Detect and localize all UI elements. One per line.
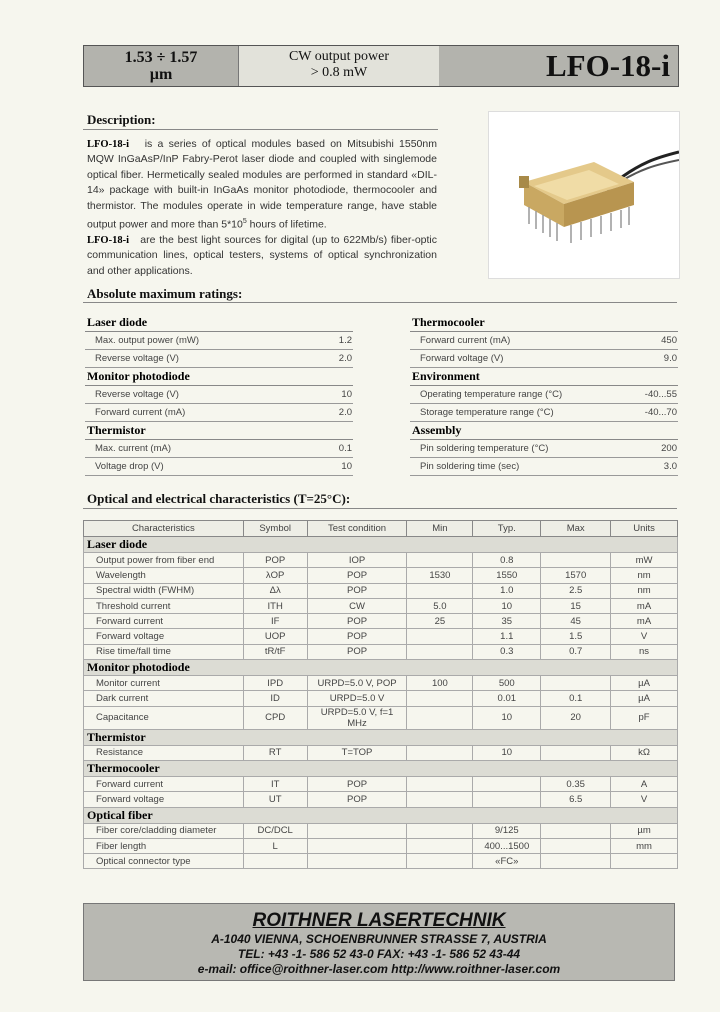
- table-cell: [243, 854, 307, 869]
- table-group-title: Thermistor: [84, 729, 678, 745]
- table-cell: «FC»: [473, 854, 541, 869]
- company-contact[interactable]: e-mail: office@roithner-laser.com http://www.roithner-laser.com: [197, 962, 561, 976]
- table-cell: [407, 583, 473, 598]
- table-cell: Fiber length: [84, 838, 244, 853]
- ratings-left-table: [85, 314, 353, 476]
- table-cell: CPD: [243, 706, 307, 729]
- table-cell: [473, 792, 541, 807]
- table-cell: 25: [407, 614, 473, 629]
- table-cell: [307, 823, 407, 838]
- table-group-row: [84, 807, 678, 823]
- table-cell: mW: [611, 553, 678, 568]
- table-cell: Wavelength: [84, 568, 244, 583]
- ratings-row: [85, 404, 353, 422]
- ratings-group-title: Assembly: [410, 422, 678, 440]
- table-cell: [541, 854, 611, 869]
- table-cell: Rise time/fall time: [84, 644, 244, 659]
- ratings-value: -40...70: [644, 407, 677, 418]
- ratings-row: [410, 386, 678, 404]
- table-row: [84, 745, 678, 760]
- table-group-row: [84, 729, 678, 745]
- table-cell: Optical connector type: [84, 854, 244, 869]
- table-cell: [541, 838, 611, 853]
- optical-rule: [83, 508, 677, 509]
- table-row: [84, 776, 678, 791]
- ratings-param: Max. output power (mW): [95, 335, 199, 346]
- table-cell: [407, 706, 473, 729]
- table-cell: 0.1: [541, 691, 611, 706]
- ratings-param: Voltage drop (V): [95, 461, 164, 472]
- table-cell: [407, 838, 473, 853]
- table-group-row: [84, 537, 678, 553]
- table-cell: POP: [307, 792, 407, 807]
- table-cell: V: [611, 792, 678, 807]
- table-cell: 1.0: [473, 583, 541, 598]
- table-cell: 1530: [407, 568, 473, 583]
- ratings-value: 10: [341, 389, 352, 400]
- table-group-row: [84, 660, 678, 676]
- ratings-row: [85, 386, 353, 404]
- description-p1-sup: 5: [242, 218, 247, 226]
- table-cell: 5.0: [407, 598, 473, 613]
- table-cell: RT: [243, 745, 307, 760]
- table-cell: [407, 854, 473, 869]
- optical-table-header: [84, 521, 678, 537]
- table-cell: 15: [541, 598, 611, 613]
- table-cell: [307, 838, 407, 853]
- table-cell: 1550: [473, 568, 541, 583]
- table-cell: nm: [611, 583, 678, 598]
- table-cell: IPD: [243, 676, 307, 691]
- ratings-value: 2.0: [338, 353, 352, 364]
- table-cell: 1570: [541, 568, 611, 583]
- ratings-row: [410, 440, 678, 458]
- table-cell: mA: [611, 614, 678, 629]
- column-header: Max: [541, 521, 611, 537]
- column-header: Min: [407, 521, 473, 537]
- table-cell: 0.7: [541, 644, 611, 659]
- table-row: [84, 706, 678, 729]
- table-row: [84, 598, 678, 613]
- table-row: [84, 838, 678, 853]
- ratings-value: 3.0: [663, 461, 677, 472]
- table-group-title: Optical fiber: [84, 807, 678, 823]
- table-cell: POP: [307, 644, 407, 659]
- table-cell: IT: [243, 776, 307, 791]
- table-cell: 10: [473, 598, 541, 613]
- table-cell: 100: [407, 676, 473, 691]
- ratings-row: [410, 458, 678, 476]
- table-cell: [407, 691, 473, 706]
- table-cell: ITH: [243, 598, 307, 613]
- table-cell: Forward voltage: [84, 629, 244, 644]
- table-cell: 6.5: [541, 792, 611, 807]
- ratings-param: Reverse voltage (V): [95, 389, 179, 400]
- table-cell: [407, 745, 473, 760]
- table-cell: UT: [243, 792, 307, 807]
- description-p2: are the best light sources for digital (up to 622Mb/s) fiber-optic communication lines, optical testers, systems of optical synchronization and other applications.: [87, 233, 437, 277]
- table-cell: ID: [243, 691, 307, 706]
- table-cell: Spectral width (FWHM): [84, 583, 244, 598]
- ratings-row: [85, 350, 353, 368]
- column-header: Typ.: [473, 521, 541, 537]
- ratings-right-table: [410, 314, 678, 476]
- ratings-rule: [83, 302, 677, 303]
- table-cell: [541, 676, 611, 691]
- table-group-row: [84, 760, 678, 776]
- table-cell: POP: [307, 629, 407, 644]
- ratings-param: Forward current (mA): [420, 335, 511, 346]
- column-header: Characteristics: [84, 521, 244, 537]
- table-cell: [541, 823, 611, 838]
- table-cell: UOP: [243, 629, 307, 644]
- table-cell: [407, 823, 473, 838]
- table-group-title: Thermocooler: [84, 760, 678, 776]
- table-row: [84, 629, 678, 644]
- table-cell: 2.5: [541, 583, 611, 598]
- description-text: [87, 137, 437, 279]
- ratings-title: Absolute maximum ratings:: [87, 286, 243, 301]
- table-row: [84, 854, 678, 869]
- table-cell: [541, 553, 611, 568]
- optical-characteristics-table: [83, 520, 678, 869]
- table-cell: kΩ: [611, 745, 678, 760]
- table-cell: Dark current: [84, 691, 244, 706]
- power-cell: [239, 46, 439, 86]
- description-model-1: LFO-18-i: [87, 139, 129, 150]
- table-cell: 45: [541, 614, 611, 629]
- ratings-value: 0.1: [338, 443, 352, 454]
- table-cell: URPD=5.0 V: [307, 691, 407, 706]
- ratings-group-title: Environment: [410, 368, 678, 386]
- ratings-value: 10: [341, 461, 352, 472]
- table-cell: λOP: [243, 568, 307, 583]
- column-header: Symbol: [243, 521, 307, 537]
- table-cell: 0.3: [473, 644, 541, 659]
- table-cell: nm: [611, 568, 678, 583]
- company-address: A-1040 VIENNA, SCHOENBRUNNER STRASSE 7, AUSTRIA: [211, 932, 547, 946]
- table-cell: Forward current: [84, 614, 244, 629]
- table-cell: ns: [611, 644, 678, 659]
- wavelength-range: 1.53 ÷ 1.57: [124, 49, 198, 66]
- table-cell: Forward voltage: [84, 792, 244, 807]
- table-row: [84, 553, 678, 568]
- ratings-group-title: Laser diode: [85, 314, 353, 332]
- wavelength-cell: [84, 46, 239, 86]
- table-cell: [407, 629, 473, 644]
- table-cell: DC/DCL: [243, 823, 307, 838]
- column-header: Test condition: [307, 521, 407, 537]
- ratings-value: 2.0: [338, 407, 352, 418]
- description-p1b: hours of lifetime.: [246, 218, 327, 231]
- wavelength-unit: µm: [149, 66, 173, 83]
- header-bar: [83, 45, 679, 87]
- ratings-value: 200: [661, 443, 677, 454]
- table-row: [84, 676, 678, 691]
- ratings-row: [85, 440, 353, 458]
- table-cell: [307, 854, 407, 869]
- table-cell: A: [611, 776, 678, 791]
- table-cell: V: [611, 629, 678, 644]
- table-cell: [473, 776, 541, 791]
- product-photo: [488, 111, 680, 279]
- table-row: [84, 823, 678, 838]
- table-cell: 0.8: [473, 553, 541, 568]
- ratings-group-title: Thermistor: [85, 422, 353, 440]
- table-cell: Δλ: [243, 583, 307, 598]
- column-header: Units: [611, 521, 678, 537]
- ratings-value: 9.0: [663, 353, 677, 364]
- table-cell: tR/tF: [243, 644, 307, 659]
- ratings-param: Forward voltage (V): [420, 353, 504, 364]
- table-cell: [541, 745, 611, 760]
- description-p1a: is a series of optical modules based on Mitsubishi 1550nm MQW InGaAsP/InP Fabry-Perot laser diode and coupled with singlemode optical fiber. Hermetically sealed modules are performed in standard «DIL-14» package with built-in InGaAs monitor photodiode, thermocooler and thermistor. The modules operate in wide temperature range, have stable output power and more than 5*10: [87, 138, 437, 231]
- model-title: LFO-18-i: [546, 48, 670, 83]
- table-group-title: Laser diode: [84, 537, 678, 553]
- ratings-param: Storage temperature range (°C): [420, 407, 554, 418]
- ratings-row: [410, 332, 678, 350]
- table-row: [84, 583, 678, 598]
- table-cell: T=TOP: [307, 745, 407, 760]
- table-cell: [611, 854, 678, 869]
- table-cell: pF: [611, 706, 678, 729]
- table-cell: Resistance: [84, 745, 244, 760]
- ratings-param: Pin soldering temperature (°C): [420, 443, 549, 454]
- table-cell: URPD=5.0 V, f=1 MHz: [307, 706, 407, 729]
- ratings-param: Reverse voltage (V): [95, 353, 179, 364]
- table-cell: POP: [243, 553, 307, 568]
- ratings-param: Pin soldering time (sec): [420, 461, 520, 472]
- table-cell: 9/125: [473, 823, 541, 838]
- table-cell: mm: [611, 838, 678, 853]
- laser-module-image: [489, 112, 679, 278]
- ratings-param: Forward current (mA): [95, 407, 186, 418]
- description-rule: [83, 129, 438, 130]
- table-cell: IF: [243, 614, 307, 629]
- table-group-title: Monitor photodiode: [84, 660, 678, 676]
- table-cell: POP: [307, 776, 407, 791]
- company-name: ROITHNER LASERTECHNIK: [252, 910, 506, 931]
- table-cell: 35: [473, 614, 541, 629]
- table-cell: URPD=5.0 V, POP: [307, 676, 407, 691]
- table-cell: 0.01: [473, 691, 541, 706]
- table-cell: POP: [307, 568, 407, 583]
- ratings-group-title: Thermocooler: [410, 314, 678, 332]
- table-cell: CW: [307, 598, 407, 613]
- table-row: [84, 614, 678, 629]
- table-cell: POP: [307, 614, 407, 629]
- table-cell: 10: [473, 706, 541, 729]
- power-value: > 0.8 mW: [310, 65, 368, 80]
- ratings-param: Max. current (mA): [95, 443, 172, 454]
- table-cell: 20: [541, 706, 611, 729]
- table-cell: 10: [473, 745, 541, 760]
- ratings-param: Operating temperature range (°C): [420, 389, 563, 400]
- table-cell: POP: [307, 583, 407, 598]
- ratings-value: 1.2: [338, 335, 352, 346]
- table-cell: µm: [611, 823, 678, 838]
- table-row: [84, 792, 678, 807]
- table-cell: Fiber core/cladding diameter: [84, 823, 244, 838]
- table-cell: IOP: [307, 553, 407, 568]
- ratings-value: -40...55: [644, 389, 677, 400]
- table-cell: 400...1500: [473, 838, 541, 853]
- table-row: [84, 644, 678, 659]
- company-phone: TEL: +43 -1- 586 52 43-0 FAX: +43 -1- 586 52 43-44: [237, 947, 521, 961]
- table-cell: 0.35: [541, 776, 611, 791]
- description-title: Description:: [87, 112, 156, 127]
- table-cell: 500: [473, 676, 541, 691]
- ratings-row: [410, 404, 678, 422]
- table-cell: Forward current: [84, 776, 244, 791]
- footer-box: [83, 903, 675, 981]
- ratings-row: [85, 332, 353, 350]
- table-cell: L: [243, 838, 307, 853]
- table-cell: Capacitance: [84, 706, 244, 729]
- table-cell: Output power from fiber end: [84, 553, 244, 568]
- ratings-group-title: Monitor photodiode: [85, 368, 353, 386]
- ratings-row: [410, 350, 678, 368]
- table-cell: µA: [611, 691, 678, 706]
- ratings-row: [85, 458, 353, 476]
- table-cell: mA: [611, 598, 678, 613]
- table-cell: [407, 644, 473, 659]
- table-row: [84, 568, 678, 583]
- table-cell: Monitor current: [84, 676, 244, 691]
- table-cell: 1.1: [473, 629, 541, 644]
- table-row: [84, 691, 678, 706]
- power-label: CW output power: [288, 49, 390, 64]
- table-cell: [407, 776, 473, 791]
- table-cell: µA: [611, 676, 678, 691]
- table-cell: Threshold current: [84, 598, 244, 613]
- model-cell: [439, 46, 678, 86]
- description-model-2: LFO-18-i: [87, 234, 129, 246]
- optical-title: Optical and electrical characteristics (T=25°C):: [87, 491, 351, 506]
- table-cell: [407, 792, 473, 807]
- ratings-value: 450: [661, 335, 677, 346]
- table-cell: 1.5: [541, 629, 611, 644]
- table-cell: [407, 553, 473, 568]
